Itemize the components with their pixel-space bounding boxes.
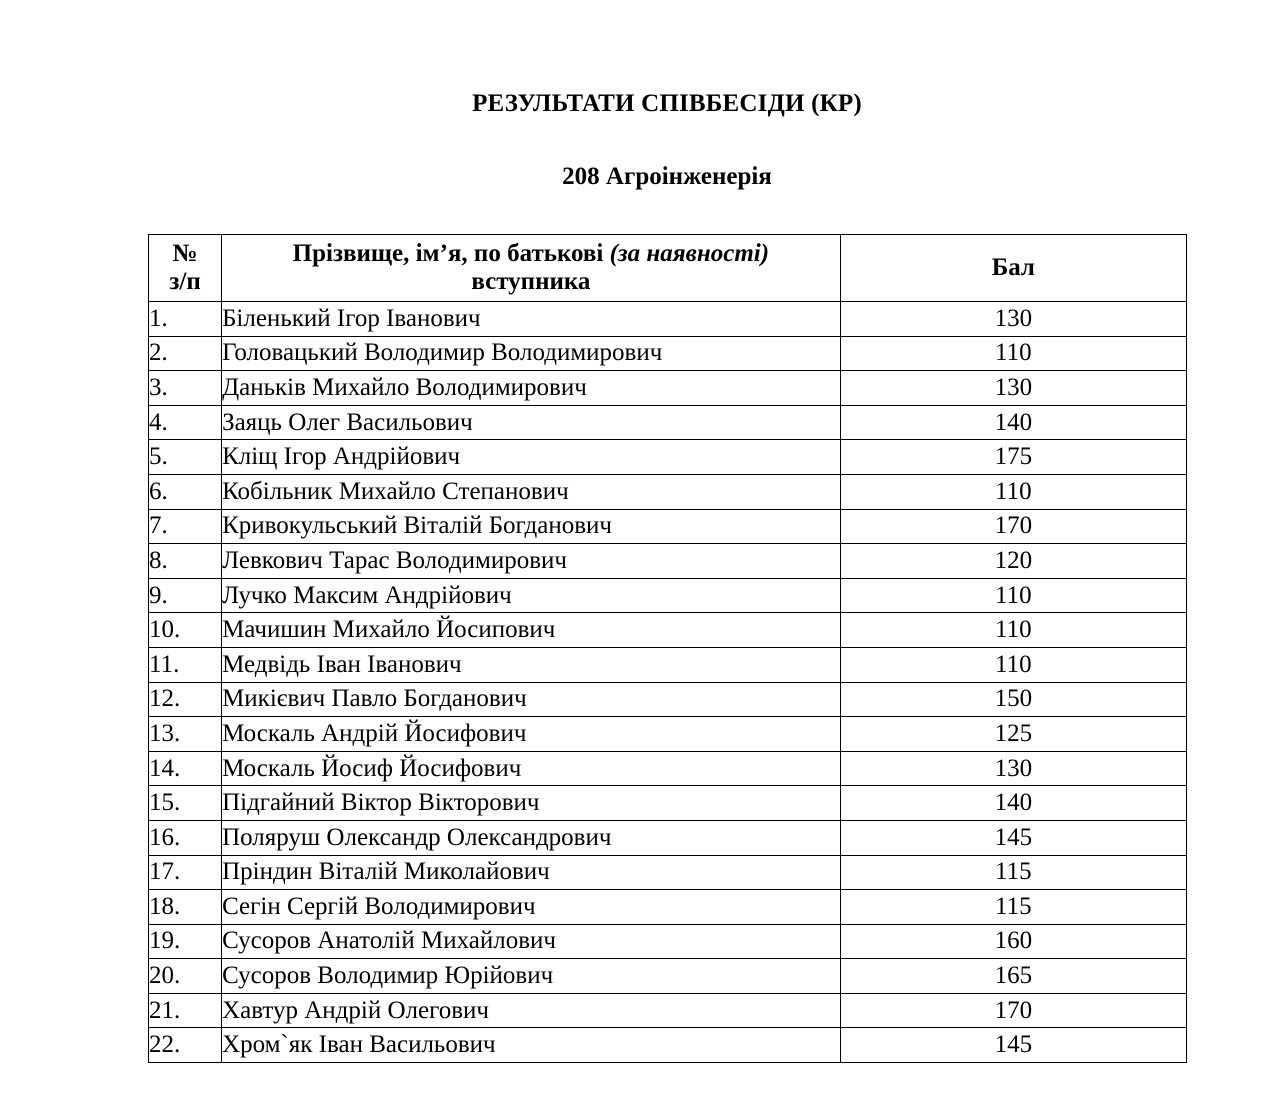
header-score: Бал [840, 235, 1186, 302]
applicant-name: Даньків Михайло Володимирович [222, 371, 841, 406]
applicant-name: Медвідь Іван Іванович [222, 647, 841, 682]
row-number: 15. [149, 786, 222, 821]
score-cell: 160 [840, 924, 1186, 959]
table-row [149, 717, 1187, 752]
header-name-main: Прізвище, ім’я, по батькові [292, 240, 610, 267]
row-number: 21. [149, 993, 222, 1028]
row-number: 1. [149, 302, 222, 337]
applicant-name: Пріндин Віталій Миколайович [222, 855, 841, 890]
header-name [222, 235, 841, 302]
applicant-name: Кривокульський Віталій Богданович [222, 509, 841, 544]
table-row [149, 647, 1187, 682]
row-number: 22. [149, 1028, 222, 1063]
row-number: 3. [149, 371, 222, 406]
row-number: 5. [149, 440, 222, 475]
header-num-line2: з/п [169, 268, 201, 295]
header-num [149, 235, 222, 302]
score-cell: 115 [840, 855, 1186, 890]
row-number: 20. [149, 959, 222, 994]
table-row [149, 924, 1187, 959]
table-row [149, 544, 1187, 579]
row-number: 10. [149, 613, 222, 648]
row-number: 4. [149, 405, 222, 440]
table-row [149, 578, 1187, 613]
applicant-name: Головацький Володимир Володимирович [222, 336, 841, 371]
applicant-name: Мачишин Михайло Йосипович [222, 613, 841, 648]
row-number: 18. [149, 890, 222, 925]
score-cell: 175 [840, 440, 1186, 475]
results-table [148, 234, 1187, 1063]
score-cell: 140 [840, 405, 1186, 440]
score-cell: 110 [840, 474, 1186, 509]
applicant-name: Біленький Ігор Іванович [222, 302, 841, 337]
applicant-name: Підгайний Віктор Вікторович [222, 786, 841, 821]
score-cell: 150 [840, 682, 1186, 717]
applicant-name: Заяць Олег Васильович [222, 405, 841, 440]
row-number: 12. [149, 682, 222, 717]
applicant-name: Москаль Йосиф Йосифович [222, 751, 841, 786]
table-row [149, 993, 1187, 1028]
header-name-line2: вступника [471, 268, 591, 295]
applicant-name: Микієвич Павло Богданович [222, 682, 841, 717]
row-number: 13. [149, 717, 222, 752]
table-row [149, 855, 1187, 890]
row-number: 9. [149, 578, 222, 613]
applicant-name: Москаль Андрій Йосифович [222, 717, 841, 752]
applicant-name: Сусоров Володимир Юрійович [222, 959, 841, 994]
score-cell: 120 [840, 544, 1186, 579]
row-number: 8. [149, 544, 222, 579]
applicant-name: Сусоров Анатолій Михайлович [222, 924, 841, 959]
score-cell: 130 [840, 371, 1186, 406]
row-number: 6. [149, 474, 222, 509]
score-cell: 115 [840, 890, 1186, 925]
score-cell: 110 [840, 613, 1186, 648]
table-row [149, 302, 1187, 337]
header-row [149, 235, 1187, 302]
score-cell: 170 [840, 993, 1186, 1028]
results-table-body [149, 302, 1187, 1063]
document-title: РЕЗУЛЬТАТИ СПІВБЕСІДИ (КР) [472, 90, 862, 117]
row-number: 19. [149, 924, 222, 959]
score-cell: 130 [840, 751, 1186, 786]
table-row [149, 613, 1187, 648]
score-cell: 110 [840, 336, 1186, 371]
applicant-name: Левкович Тарас Володимирович [222, 544, 841, 579]
table-row [149, 405, 1187, 440]
row-number: 17. [149, 855, 222, 890]
applicant-name: Кобільник Михайло Степанович [222, 474, 841, 509]
score-cell: 145 [840, 1028, 1186, 1063]
score-cell: 125 [840, 717, 1186, 752]
table-row [149, 682, 1187, 717]
table-row [149, 509, 1187, 544]
applicant-name: Сегін Сергій Володимирович [222, 890, 841, 925]
table-row [149, 751, 1187, 786]
score-cell: 110 [840, 578, 1186, 613]
applicant-name: Поляруш Олександр Олександрович [222, 820, 841, 855]
document-subtitle: 208 Агроінженерія [562, 163, 772, 190]
applicant-name: Хавтур Андрій Олегович [222, 993, 841, 1028]
row-number: 14. [149, 751, 222, 786]
score-cell: 140 [840, 786, 1186, 821]
table-row [149, 371, 1187, 406]
applicant-name: Хром`як Іван Васильович [222, 1028, 841, 1063]
header-name-italic: (за наявності) [609, 240, 770, 267]
score-cell: 110 [840, 647, 1186, 682]
score-cell: 165 [840, 959, 1186, 994]
applicant-name: Кліщ Ігор Андрійович [222, 440, 841, 475]
score-cell: 130 [840, 302, 1186, 337]
table-row [149, 336, 1187, 371]
row-number: 7. [149, 509, 222, 544]
row-number: 16. [149, 820, 222, 855]
table-row [149, 959, 1187, 994]
table-row [149, 820, 1187, 855]
row-number: 2. [149, 336, 222, 371]
table-row [149, 890, 1187, 925]
table-row [149, 474, 1187, 509]
table-row [149, 440, 1187, 475]
score-cell: 170 [840, 509, 1186, 544]
table-row [149, 786, 1187, 821]
table-row [149, 1028, 1187, 1063]
score-cell: 145 [840, 820, 1186, 855]
results-table-header [149, 235, 1187, 302]
row-number: 11. [149, 647, 222, 682]
applicant-name: Лучко Максим Андрійович [222, 578, 841, 613]
header-num-line1: № [172, 240, 198, 267]
